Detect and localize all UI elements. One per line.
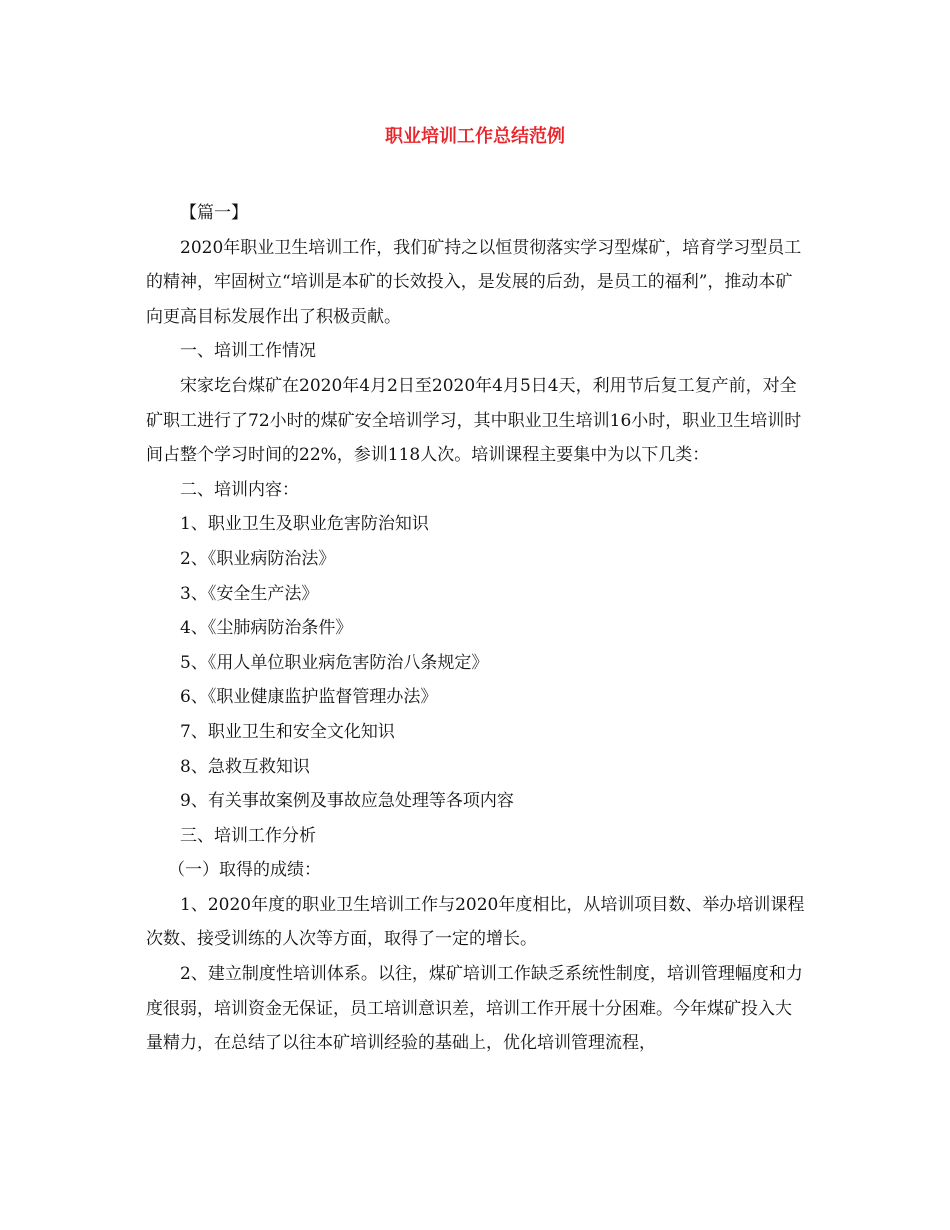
list-item: 5、《用人单位职业病危害防治八条规定》: [180, 652, 489, 673]
section-tag: 【篇一】: [180, 203, 248, 223]
list-item: 6、《职业健康监护监督管理办法》: [180, 687, 438, 708]
heading-training-analysis: 三、培训工作分析: [180, 825, 316, 846]
list-item: 2、《职业病防治法》: [180, 548, 336, 569]
list-item: 9、有关事故案例及事故应急处理等各项内容: [180, 791, 514, 812]
subheading-achievements: （一）取得的成绩：: [168, 860, 321, 881]
list-item: 1、职业卫生及职业危害防治知识: [180, 514, 429, 535]
heading-training-content: 二、培训内容：: [180, 479, 299, 500]
achievement-paragraph-1: 1、2020年度的职业卫生培训工作与2020年度相比，从培训项目数、举办培训课程次数、接受训练的人次等方面，取得了一定的增长。: [146, 894, 805, 950]
document-title: 职业培训工作总结范例: [385, 126, 565, 147]
list-item: 3、《安全生产法》: [180, 583, 319, 604]
achievement-paragraph-2: 2、建立制度性培训体系。以往，煤矿培训工作缺乏系统性制度，培训管理幅度和力度很弱，培训资金无保证，员工培训意识差，培训工作开展十分困难。今年煤矿投入大量精力，在总结了以往本矿培训经验的基础上，优化培训管理流程，: [146, 964, 803, 1054]
intro-paragraph: 2020年职业卫生培训工作，我们矿持之以恒贯彻落实学习型煤矿，培育学习型员工的精神，牢固树立“培训是本矿的长效投入，是发展的后劲，是员工的福利”，推动本矿向更高目标发展作出了积极贡献。: [146, 237, 802, 327]
heading-training-status: 一、培训工作情况: [180, 341, 316, 362]
document-body: [146, 196, 808, 1061]
list-item: 8、急救互救知识: [180, 756, 310, 777]
list-item: 4、《尘肺病防治条件》: [180, 618, 353, 639]
training-status-paragraph: 宋家圪台煤矿在2020年4月2日至2020年4月5日4天，利用节后复工复产前，对全矿职工进行了72小时的煤矿安全培训学习，其中职业卫生培训16小时，职业卫生培训时间占整个学习时间的22%，参训118人次。培训课程主要集中为以下几类：: [146, 375, 802, 466]
list-item: 7、职业卫生和安全文化知识: [180, 721, 395, 742]
